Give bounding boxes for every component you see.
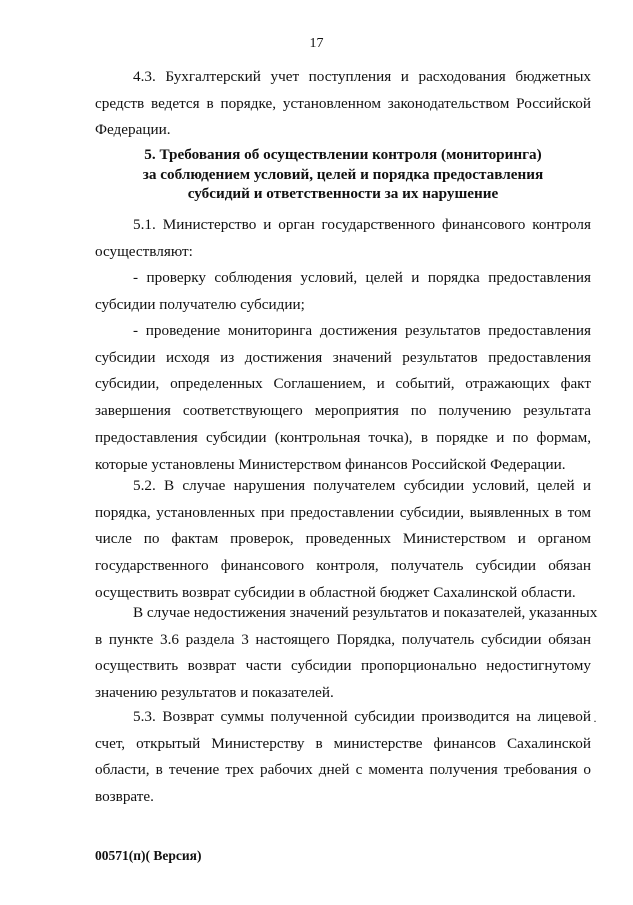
paragraph-shortfall: [95, 600, 598, 707]
text-line: предоставления субсидии (контрольная точка), в порядке и по формам,: [95, 428, 591, 446]
text-line: Федерации.: [95, 121, 171, 139]
text-line: завершения соответствующего мероприятия по получению результата: [95, 402, 591, 420]
text-line: 5.1. Министерство и орган государственного финансового контроля: [133, 216, 591, 233]
heading-line: 5. Требования об осуществлении контроля (мониторинга): [144, 146, 542, 163]
text-line: 4.3. Бухгалтерский учет поступления и расходования бюджетных: [133, 68, 591, 85]
paragraph-4-3: [95, 64, 591, 144]
text-line: числе по фактам проверок, проведенных Министерством и органом: [95, 530, 591, 548]
heading-line: субсидий и ответственности за их нарушение: [187, 185, 499, 202]
paragraph-5-3: [95, 704, 591, 811]
scan-mark: ·: [593, 714, 597, 728]
page-number: 17: [309, 36, 324, 51]
text-line: порядка, установленных при предоставлении субсидии, выявленных в том: [95, 503, 591, 521]
bullet-item-2: [95, 318, 591, 478]
text-line: субсидии, определенных Соглашением, и событий, отражающих факт: [95, 375, 591, 393]
text-line: значению результатов и показателей.: [95, 684, 334, 702]
paragraph-5-1: [95, 212, 591, 265]
text-line: счет, открытый Министерству в министерстве финансов Сахалинской: [95, 734, 591, 752]
text-line: осуществить возврат части субсидии пропорционально недостигнутому: [95, 657, 591, 675]
text-line: - проведение мониторинга достижения результатов предоставления: [133, 322, 591, 339]
document-footer-code: 00571(п)( Версия): [95, 848, 202, 863]
text-line: в пункте 3.6 раздела 3 настоящего Порядка, получатель субсидии обязан: [95, 630, 591, 648]
bullet-item-1: [95, 265, 591, 318]
text-line: субсидии получателю субсидии;: [95, 295, 305, 313]
text-line: В случае недостижения значений результатов и показателей, указанных: [133, 604, 598, 621]
text-line: - проверку соблюдения условий, целей и порядка предоставления: [133, 269, 591, 286]
text-line: 5.3. Возврат суммы полученной субсидии производится на лицевой: [133, 708, 591, 725]
text-line: области, в течение трех рабочих дней с момента получения требования о: [95, 761, 591, 779]
text-line: осуществляют:: [95, 242, 193, 260]
text-line: возврате.: [95, 788, 154, 806]
text-line: 5.2. В случае нарушения получателем субсидии условий, целей и: [133, 477, 591, 494]
paragraph-5-2: [95, 473, 591, 607]
text-line: государственного финансового контроля, получатель субсидии обязан: [95, 557, 591, 575]
heading-line: за соблюдением условий, целей и порядка предоставления: [142, 165, 544, 183]
text-line: субсидии исходя из достижения значений результатов предоставления: [95, 348, 591, 366]
text-line: осуществить возврат субсидии в областной бюджет Сахалинской области.: [95, 583, 576, 601]
text-line: которые установлены Министерством финансов Российской Федерации.: [95, 455, 566, 473]
text-line: средств ведется в порядке, установленном законодательством Российской: [95, 94, 591, 112]
section-heading: [95, 145, 591, 204]
